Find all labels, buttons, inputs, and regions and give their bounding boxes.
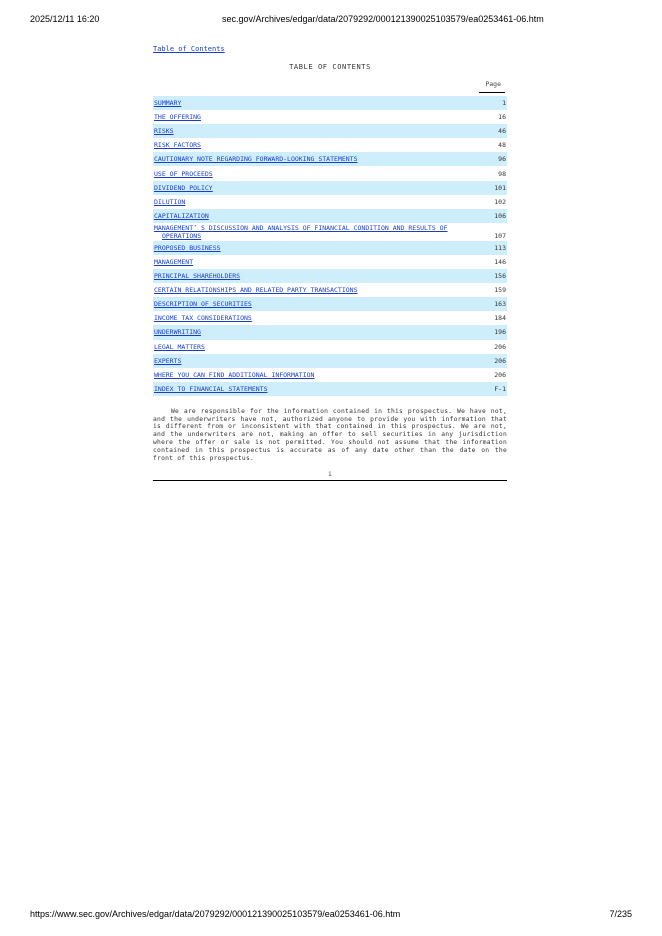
toc-row xyxy=(153,354,507,368)
toc-page: 206 xyxy=(494,342,506,351)
toc-row xyxy=(153,255,507,269)
toc-row xyxy=(153,382,507,396)
toc-row xyxy=(153,209,507,223)
toc-entry-risk-factors[interactable]: RISK FACTORS xyxy=(154,141,201,150)
toc-page: 196 xyxy=(494,328,506,337)
toc-page: 48 xyxy=(498,141,506,150)
toc-page: 101 xyxy=(494,183,506,192)
toc-entry-dividend-policy[interactable]: DIVIDEND POLICY xyxy=(154,183,213,192)
toc-row xyxy=(153,110,507,124)
toc-page: 16 xyxy=(498,113,506,122)
toc-page: 206 xyxy=(494,356,506,365)
toc-row xyxy=(153,269,507,283)
toc-page: 206 xyxy=(494,370,506,379)
toc-page: 146 xyxy=(494,257,506,266)
toc-entry-experts[interactable]: EXPERTS xyxy=(154,356,182,365)
toc-row xyxy=(153,297,507,311)
toc-row xyxy=(153,283,507,297)
toc-entry-risks[interactable]: RISKS xyxy=(154,127,174,136)
print-page-count: 7/235 xyxy=(609,909,632,919)
page-column-label: Page xyxy=(479,79,505,93)
toc-entry-description-of-securities[interactable]: DESCRIPTION OF SECURITIES xyxy=(154,300,252,309)
toc-row xyxy=(153,96,507,110)
toc-entry-proposed-business[interactable]: PROPOSED BUSINESS xyxy=(154,243,221,252)
print-header xyxy=(0,14,662,28)
toc-entry-mdna-line2: OPERATIONS xyxy=(162,231,202,240)
toc-entry-mdna[interactable] xyxy=(154,224,448,240)
toc-entry-certain-relationships[interactable]: CERTAIN RELATIONSHIPS AND RELATED PARTY TRANSACTIONS xyxy=(154,286,358,295)
toc-row xyxy=(153,181,507,195)
table-of-contents-link[interactable]: Table of Contents xyxy=(153,45,225,53)
toc-entry-mdna-line1: MANAGEMENT’ S DISCUSSION AND ANALYSIS OF FINANCIAL CONDITION AND RESULTS OF xyxy=(154,223,448,232)
toc-page: 106 xyxy=(494,211,506,220)
toc-row xyxy=(153,195,507,209)
print-datetime: 2025/12/11 16:20 xyxy=(30,14,100,24)
toc-row xyxy=(153,311,507,325)
toc-row xyxy=(153,241,507,255)
print-footer-url: https://www.sec.gov/Archives/edgar/data/2079292/000121390025103579/ea0253461-06.htm xyxy=(30,909,401,919)
print-url: sec.gov/Archives/edgar/data/2079292/000121390025103579/ea0253461-06.htm xyxy=(222,14,544,24)
toc-entry-additional-information[interactable]: WHERE YOU CAN FIND ADDITIONAL INFORMATION xyxy=(154,370,315,379)
toc-heading: TABLE OF CONTENTS xyxy=(289,63,371,71)
toc-entry-summary[interactable]: SUMMARY xyxy=(154,99,182,108)
toc-entry-management[interactable]: MANAGEMENT xyxy=(154,257,194,266)
toc-page: 156 xyxy=(494,272,506,281)
toc-page: 184 xyxy=(494,314,506,323)
toc-row xyxy=(153,166,507,180)
toc-entry-the-offering[interactable]: THE OFFERING xyxy=(154,113,201,122)
toc-row xyxy=(153,325,507,339)
toc-page: 113 xyxy=(494,243,506,252)
toc-page: 159 xyxy=(494,286,506,295)
toc-row xyxy=(153,124,507,138)
page-column-header xyxy=(153,79,507,93)
toc-entry-financial-statements-index[interactable]: INDEX TO FINANCIAL STATEMENTS xyxy=(154,384,268,393)
toc-page: 163 xyxy=(494,300,506,309)
toc-row xyxy=(153,368,507,382)
toc-entry-income-tax[interactable]: INCOME TAX CONSIDERATIONS xyxy=(154,314,252,323)
toc-page: 96 xyxy=(498,155,506,164)
toc-row xyxy=(153,340,507,354)
toc-entry-use-of-proceeds[interactable]: USE OF PROCEEDS xyxy=(154,169,213,178)
toc-page: F-1 xyxy=(494,384,506,393)
print-footer xyxy=(0,909,662,923)
document-page xyxy=(153,36,507,481)
toc-entry-underwriting[interactable]: UNDERWRITING xyxy=(154,328,201,337)
toc-list xyxy=(153,96,507,396)
toc-row xyxy=(153,138,507,152)
toc-entry-capitalization[interactable]: CAPITALIZATION xyxy=(154,211,209,220)
responsibility-notice: We are responsible for the information contained in this prospectus. We have not, and the underwriters have not, authorized anyone to provide you with information that is different from or inconsistent with that contained in this prospectus. We are not, and the underwriters are not, making an offer to sell securities in any jurisdiction where the offer or sale is not permitted. You should not assume that the information contained in this prospectus is accurate as of any date other than the date on the front of this prospectus. xyxy=(153,407,507,462)
toc-page: 102 xyxy=(494,197,506,206)
toc-page: 1 xyxy=(502,99,506,108)
toc-row xyxy=(153,223,507,241)
toc-page: 98 xyxy=(498,169,506,178)
toc-entry-legal-matters[interactable]: LEGAL MATTERS xyxy=(154,342,205,351)
toc-entry-dilution[interactable]: DILUTION xyxy=(154,197,186,206)
toc-page: 46 xyxy=(498,127,506,136)
page-number: i xyxy=(153,469,507,481)
toc-page: 107 xyxy=(494,231,506,240)
toc-entry-cautionary-note[interactable]: CAUTIONARY NOTE REGARDING FORWARD-LOOKING STATEMENTS xyxy=(154,155,358,164)
toc-row xyxy=(153,152,507,166)
toc-entry-principal-shareholders[interactable]: PRINCIPAL SHAREHOLDERS xyxy=(154,272,241,281)
